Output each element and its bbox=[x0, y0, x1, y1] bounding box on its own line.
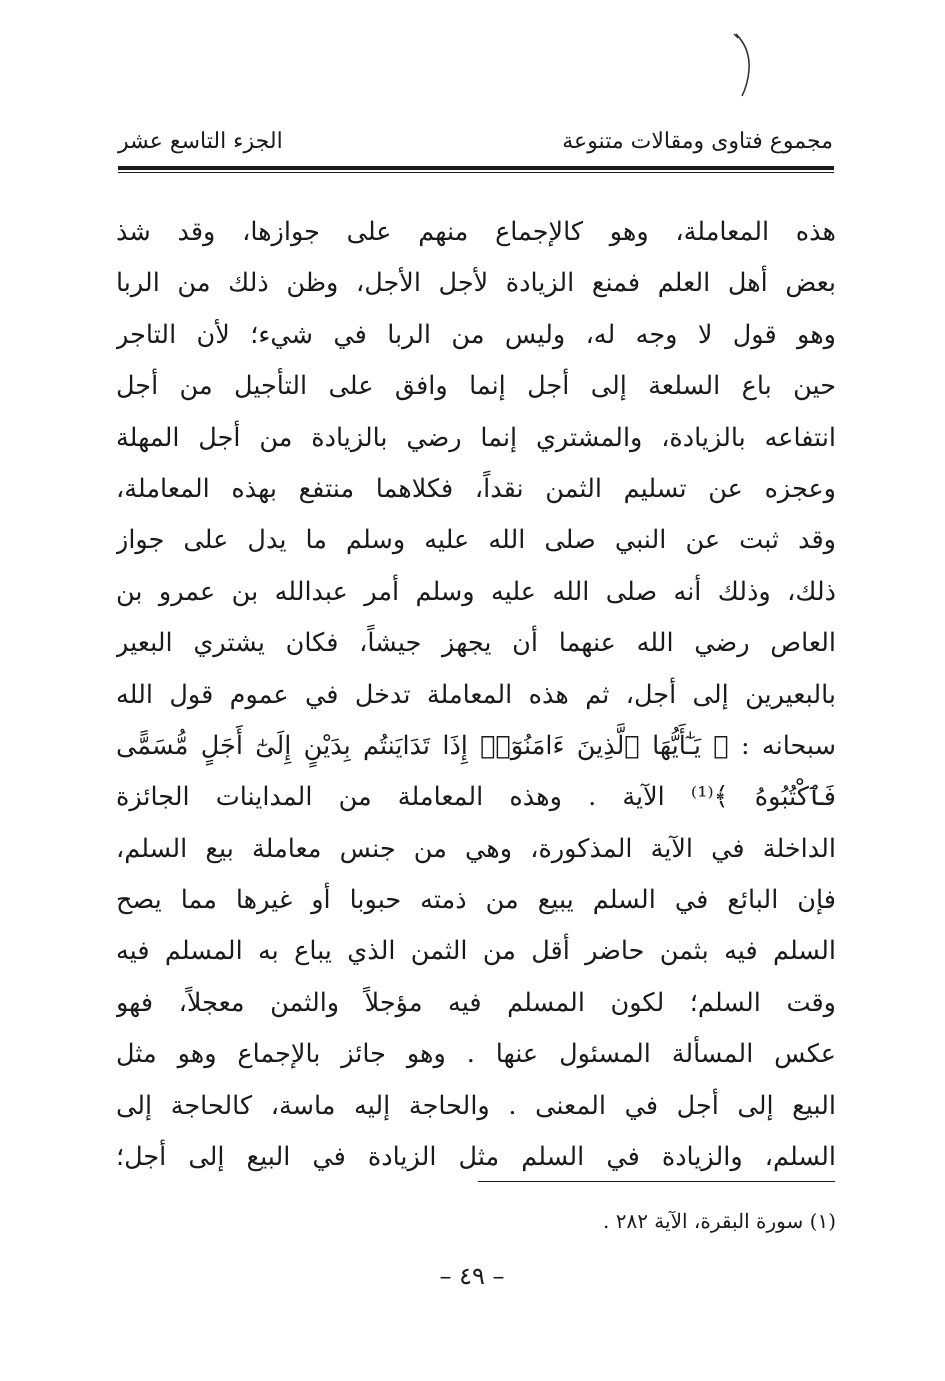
footnote: (١) سورة البقرة، الآية ٢٨٢ . bbox=[603, 1209, 836, 1233]
text-line: وهو قول لا وجه له، وليس من الربا في شيء؛ لأن التاجر bbox=[116, 319, 836, 350]
header-rule-thick bbox=[118, 166, 834, 170]
margin-bracket-mark bbox=[728, 30, 758, 100]
text-line: بعض أهل العلم فمنع الزيادة لأجل الأجل، وظن ذلك من الربا bbox=[116, 268, 836, 299]
text-line: هذه المعاملة، وهو كالإجماع منهم على جوازها، وقد شذ bbox=[116, 217, 836, 247]
text-line: العاص رضي الله عنهما أن يجهز جيشاً، فكان يشتري البعير bbox=[116, 628, 836, 659]
text-line: انتفاعه بالزيادة، والمشتري إنما رضي بالزيادة من أجل المهلة bbox=[116, 422, 836, 453]
quran-verse-line: سبحانه : ﴿ يَـٰٓأَيُّهَا ٱلَّذِينَ ءَامَنُوٓا۟ إِذَا تَدَايَنتُم بِدَيْنٍ إِلَىٰٓ أَجَلٍ مُّسَمًّى bbox=[116, 730, 836, 761]
text-line: وعجزه عن تسليم الثمن نقداً، فكلاهما منتفع بهذه المعاملة، bbox=[116, 473, 836, 504]
book-title: مجموع فتاوى ومقالات متنوعة bbox=[562, 129, 833, 154]
text-line: وقت السلم؛ لكون المسلم فيه مؤجلاً والثمن معجلاً، فهو bbox=[116, 987, 836, 1018]
page-number: – ٤٩ – bbox=[439, 1262, 505, 1290]
text-line: وقد ثبت عن النبي صلى الله عليه وسلم ما يدل على جواز bbox=[116, 525, 836, 556]
text-line: البيع إلى أجل في المعنى . والحاجة إليه ماسة، كالحاجة إلى bbox=[116, 1090, 836, 1121]
footnote-rule bbox=[478, 1181, 835, 1182]
volume-label: الجزء التاسع عشر bbox=[118, 129, 283, 154]
text-line: السلم فيه بثمن حاضر أقل من الثمن الذي يباع به المسلم فيه bbox=[116, 936, 836, 967]
text-line: السلم، والزيادة في السلم مثل الزيادة في البيع إلى أجل؛ bbox=[116, 1142, 836, 1173]
running-header bbox=[118, 118, 833, 154]
quran-verse-line: فَٱكْتُبُوهُ ﴾⁽¹⁾ الآية . وهذه المعاملة من المداينات الجائزة bbox=[116, 782, 836, 813]
text-line: بالبعيرين إلى أجل، ثم هذه المعاملة تدخل في عموم قول الله bbox=[116, 679, 836, 710]
body-text bbox=[116, 207, 836, 1183]
text-line: الداخلة في الآية المذكورة، وهي من جنس معاملة بيع السلم، bbox=[116, 833, 836, 864]
text-line: عكس المسألة المسئول عنها . وهو جائز بالإجماع وهو مثل bbox=[116, 1039, 836, 1070]
text-line: حين باع السلعة إلى أجل إنما وافق على التأجيل من أجل bbox=[116, 371, 836, 402]
text-line: ذلك، وذلك أنه صلى الله عليه وسلم أمر عبدالله بن عمرو بن bbox=[116, 576, 836, 607]
text-line: فإن البائع في السلم يبيع من ذمته حبوبا أو غيرها مما يصح bbox=[116, 885, 836, 916]
header-rule-thin bbox=[118, 172, 834, 173]
